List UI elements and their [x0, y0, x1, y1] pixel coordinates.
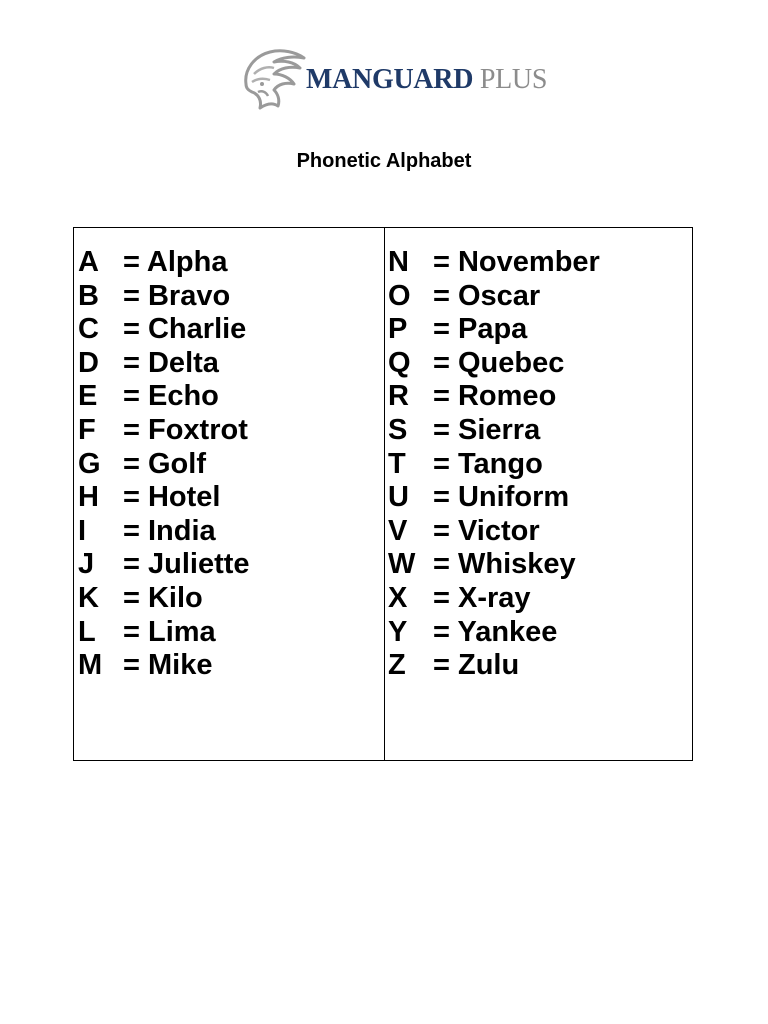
code-word: = Romeo [433, 380, 557, 413]
brand-name [306, 64, 547, 96]
code-word: = Victor [433, 514, 540, 547]
code-word: = Quebec [433, 346, 565, 379]
letter: I [78, 514, 87, 547]
letter: O [388, 279, 411, 312]
code-word: = Kilo [123, 581, 203, 614]
code-word: = Charlie [123, 313, 247, 346]
letter: K [78, 581, 99, 614]
code-word: = Oscar [433, 279, 541, 312]
code-word: = X-ray [433, 581, 531, 614]
letter: M [78, 649, 103, 682]
alphabet-row [388, 481, 600, 515]
alphabet-row [388, 280, 600, 314]
alphabet-row [78, 481, 250, 515]
letter: P [388, 313, 408, 346]
letter: Q [388, 346, 411, 379]
page-title: Phonetic Alphabet [296, 150, 472, 172]
code-word: = Echo [123, 380, 219, 413]
letter: S [388, 413, 408, 446]
letter: E [78, 380, 98, 413]
code-word: = Yankee [433, 615, 558, 648]
letter: T [388, 447, 406, 480]
alphabet-row [388, 448, 600, 482]
code-word: = Papa [433, 313, 528, 346]
alphabet-row [78, 280, 250, 314]
alphabet-row [388, 380, 600, 414]
letter: H [78, 481, 99, 514]
code-word: = Bravo [123, 279, 231, 312]
letter: Z [388, 649, 406, 682]
letter: R [388, 380, 409, 413]
letter: A [78, 246, 99, 278]
alphabet-row [78, 548, 250, 582]
letter: C [78, 313, 99, 346]
letter: B [78, 279, 99, 312]
alphabet-row [78, 515, 250, 549]
letter: G [78, 447, 101, 480]
code-word: = Uniform [433, 481, 570, 514]
alphabet-row [78, 347, 250, 381]
code-word: = Zulu [433, 649, 520, 682]
letter: W [388, 548, 416, 581]
alphabet-row [388, 246, 600, 280]
alphabet-row [388, 649, 600, 683]
alphabet-row [388, 616, 600, 650]
column-divider [384, 228, 385, 760]
alphabet-row [78, 649, 250, 683]
alphabet-row [388, 515, 600, 549]
alphabet-row [78, 448, 250, 482]
alphabet-row [78, 414, 250, 448]
alphabet-row [388, 313, 600, 347]
alphabet-table [73, 227, 693, 761]
code-word: = Lima [123, 615, 216, 648]
letter: N [388, 246, 409, 278]
right-column [388, 246, 600, 683]
letter: Y [388, 615, 408, 648]
code-word: = Mike [123, 649, 213, 682]
letter: J [78, 548, 95, 581]
alphabet-row [78, 380, 250, 414]
letter: D [78, 346, 99, 379]
code-word: = Hotel [123, 481, 221, 514]
code-word: = Whiskey [433, 548, 576, 581]
letter: V [388, 514, 408, 547]
code-word: = Sierra [433, 413, 541, 446]
brand-logo [238, 44, 548, 116]
code-word: = Tango [433, 447, 543, 480]
code-word: = November [433, 246, 600, 278]
code-word: = Foxtrot [123, 413, 248, 446]
brand-name-secondary: PLUS [479, 64, 548, 95]
left-column [78, 246, 250, 683]
alphabet-row [388, 582, 600, 616]
brand-name-primary: MANGUARD [306, 64, 474, 95]
code-word: = Juliette [123, 548, 250, 581]
alphabet-row [78, 313, 250, 347]
alphabet-row [78, 246, 250, 280]
letter: X [388, 581, 408, 614]
alphabet-row [78, 582, 250, 616]
alphabet-row [78, 616, 250, 650]
code-word: = Golf [123, 447, 206, 480]
code-word: = India [123, 514, 216, 547]
letter: U [388, 481, 409, 514]
alphabet-row [388, 548, 600, 582]
code-word: = Alpha [123, 246, 228, 278]
lion-head-icon [238, 44, 312, 116]
code-word: = Delta [123, 346, 219, 379]
alphabet-row [388, 347, 600, 381]
letter: L [78, 615, 96, 648]
alphabet-row [388, 414, 600, 448]
letter: F [78, 413, 96, 446]
